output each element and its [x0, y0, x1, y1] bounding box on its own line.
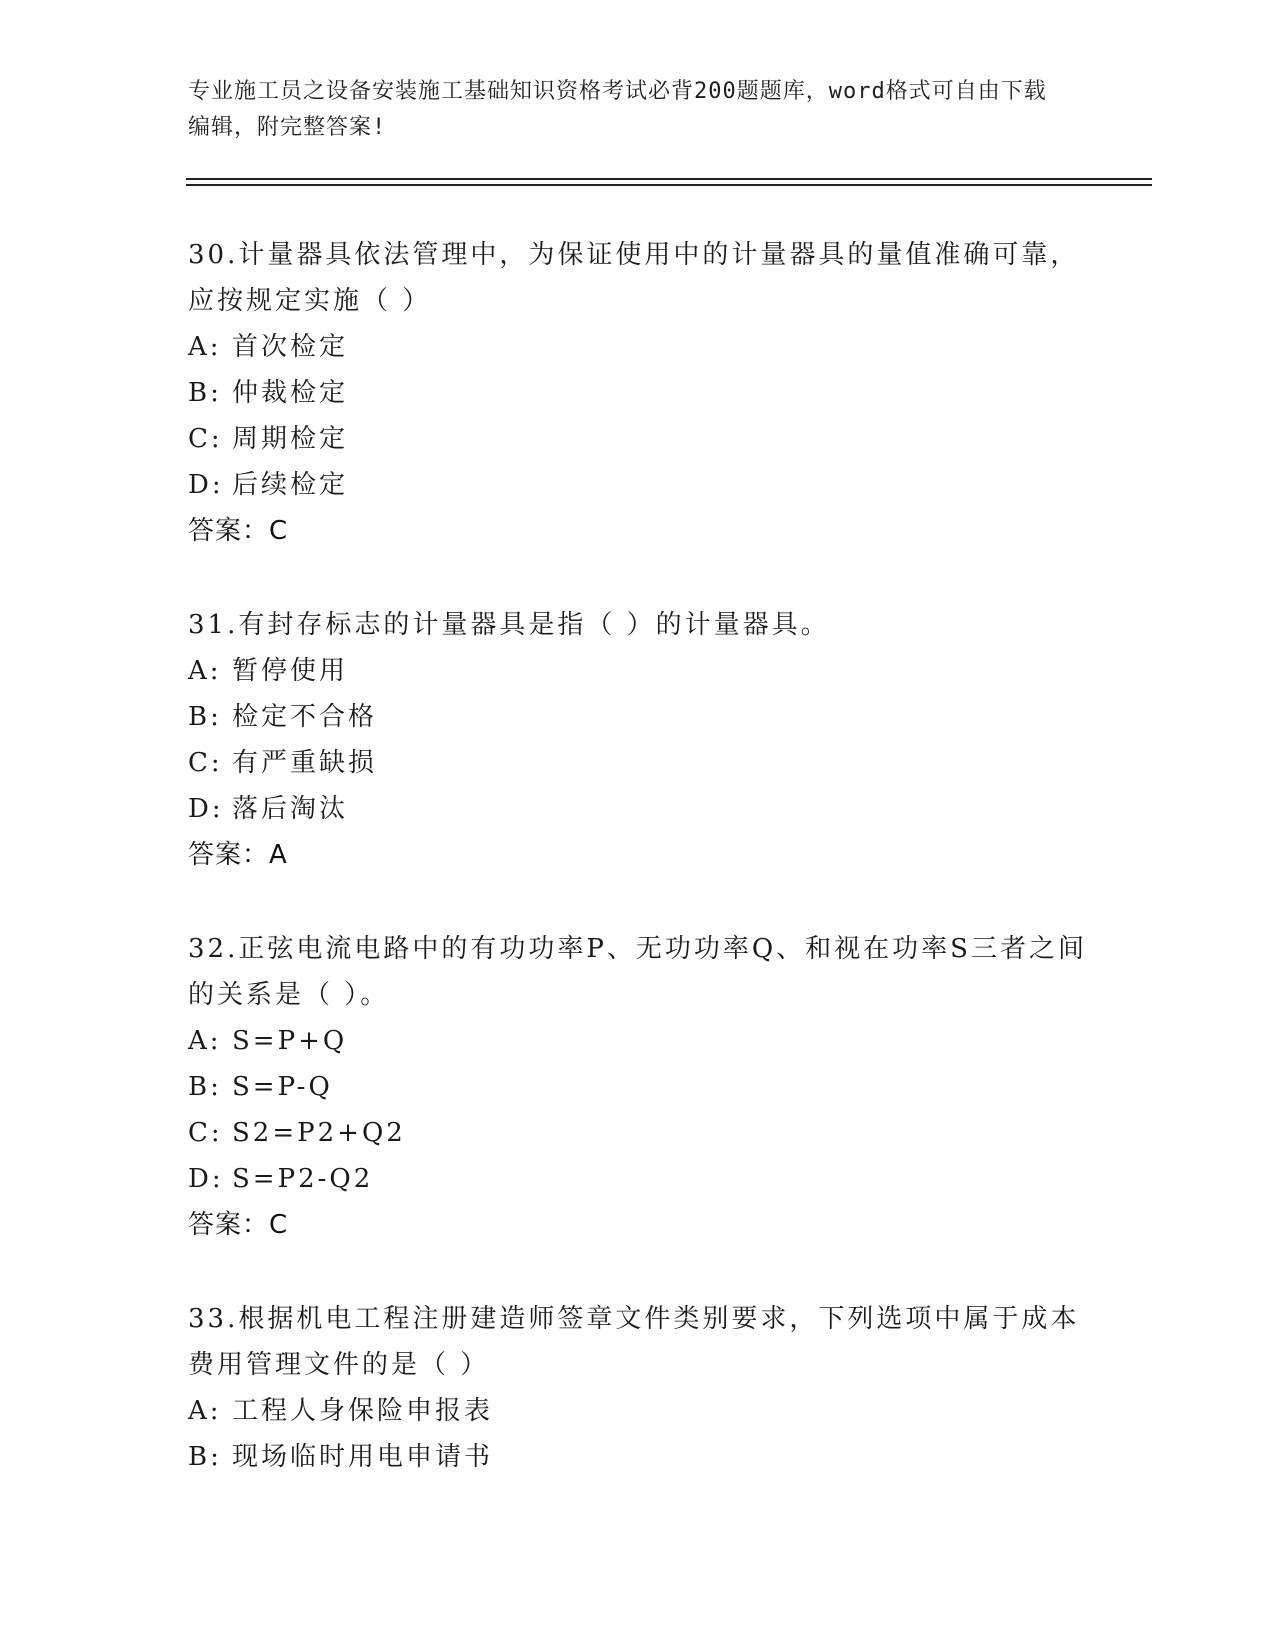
- option-b: [188, 1064, 1088, 1110]
- option-c: [188, 740, 1088, 786]
- option-text: S=P2-Q2: [232, 1164, 374, 1194]
- option-text: 工程人身保险申报表: [232, 1396, 494, 1426]
- option-text: S=P-Q: [232, 1072, 333, 1102]
- option-text: 现场临时用电申请书: [232, 1442, 494, 1472]
- option-text: 暂停使用: [232, 656, 349, 686]
- option-key: B:: [188, 378, 222, 408]
- option-b: [188, 370, 1088, 416]
- option-key: A:: [188, 332, 222, 362]
- header-divider: [186, 178, 1152, 180]
- header-divider-double: [186, 184, 1152, 186]
- option-key: C:: [188, 748, 223, 778]
- option-d: [188, 462, 1088, 508]
- option-b: [188, 694, 1088, 740]
- option-key: C:: [188, 424, 223, 454]
- option-text: 首次检定: [232, 332, 349, 362]
- option-text: S=P+Q: [232, 1026, 348, 1056]
- option-text: 后续检定: [232, 470, 349, 500]
- option-b: [188, 1434, 1088, 1480]
- option-key: A:: [188, 656, 222, 686]
- option-key: A:: [188, 1026, 222, 1056]
- option-text: 检定不合格: [232, 702, 378, 732]
- answer-line: 答案：C: [188, 516, 289, 546]
- question-stem: 33.根据机电工程注册建造师签章文件类别要求，下列选项中属于成本费用管理文件的是（ ）: [188, 1304, 1080, 1380]
- option-key: B:: [188, 1072, 222, 1102]
- option-a: [188, 648, 1088, 694]
- question-30: [188, 232, 1088, 554]
- question-list: [188, 232, 1088, 1528]
- option-text: 落后淘汰: [232, 794, 349, 824]
- option-d: [188, 1156, 1088, 1202]
- question-stem: 32.正弦电流电路中的有功功率P、无功功率Q、和视在功率S三者之间的关系是（ ）。: [188, 934, 1087, 1010]
- question-32: [188, 926, 1088, 1248]
- option-text: 周期检定: [232, 424, 349, 454]
- option-text: S2=P2+Q2: [232, 1118, 406, 1148]
- document-header: 专业施工员之设备安装施工基础知识资格考试必背200题题库，word格式可自由下载编辑，附完整答案!: [188, 79, 1047, 140]
- question-stem: 30.计量器具依法管理中，为保证使用中的计量器具的量值准确可靠，应按规定实施（ ）: [188, 240, 1080, 316]
- answer-line: 答案：A: [188, 840, 288, 870]
- option-c: [188, 416, 1088, 462]
- option-text: 有严重缺损: [232, 748, 378, 778]
- option-key: B:: [188, 1442, 222, 1472]
- option-key: C:: [188, 1118, 223, 1148]
- option-c: [188, 1110, 1088, 1156]
- option-d: [188, 786, 1088, 832]
- option-key: D:: [188, 470, 224, 500]
- option-key: D:: [188, 1164, 224, 1194]
- option-a: [188, 1388, 1088, 1434]
- question-33: [188, 1296, 1088, 1480]
- option-key: B:: [188, 702, 222, 732]
- option-a: [188, 1018, 1088, 1064]
- option-text: 仲裁检定: [232, 378, 349, 408]
- question-31: [188, 602, 1088, 878]
- option-key: D:: [188, 794, 224, 824]
- question-stem: 31.有封存标志的计量器具是指（ ）的计量器具。: [188, 610, 830, 640]
- option-a: [188, 324, 1088, 370]
- answer-line: 答案：C: [188, 1210, 289, 1240]
- option-key: A:: [188, 1396, 222, 1426]
